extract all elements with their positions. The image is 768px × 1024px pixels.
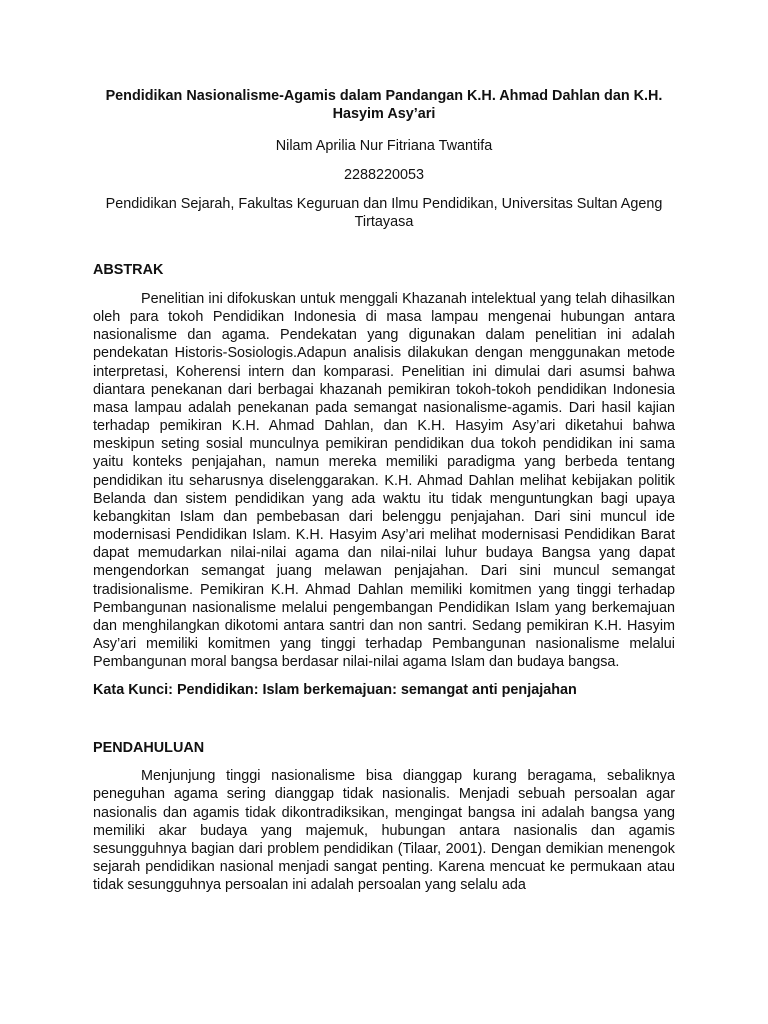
keywords: Kata Kunci: Pendidikan: Islam berkemajuan: semangat anti penjajahan <box>93 682 577 699</box>
author-name: Nilam Aprilia Nur Fitriana Twantifa <box>275 138 493 154</box>
abstract-heading: ABSTRAK <box>93 262 164 278</box>
paper-title: Pendidikan Nasionalisme-Agamis dalam Pandangan K.H. Ahmad Dahlan dan K.H. Hasyim Asy’ari <box>105 88 663 122</box>
affiliation: Pendidikan Sejarah, Fakultas Keguruan dan Ilmu Pendidikan, Universitas Sultan Ageng Tirtayasa <box>105 196 663 230</box>
introduction-body: Menjunjung tinggi nasionalisme bisa dianggap kurang beragama, sebaliknya peneguhan agama sering dianggap tidak nasionalis. Menjadi sebuah persoalan agar nasionalis dan agamis tidak dikontradiksikan, mengingat bangsa ini adalah bangsa yang memiliki akar budaya yang majemuk, hubungan antara nasionalis dan agamis sesungguhnya bagian dari problem pendidikan (Tilaar, 2001). Dengan demikian menengok sejarah pendidikan nasional menjadi sangat penting. Karena mencuat ke permukaan atau tidak sesungguhnya persoalan ini adalah persoalan yang selalu ada <box>93 768 675 894</box>
introduction-heading: PENDAHULUAN <box>93 740 205 757</box>
abstract-body: Penelitian ini difokuskan untuk menggali Khazanah intelektual yang telah dihasilkan oleh para tokoh Pendidikan Indonesia di masa lampau mengenai hubungan antara nasionalisme dan agama. Pendekatan yang digunakan dalam penelitian ini adalah pendekatan Historis-Sosiologis.Adapun analisis dilakukan dengan menggunakan metode interpretasi, Koherensi intern dan komparasi. Penelitian ini dimulai dari asumsi bahwa diantara penekanan dari berbagai khazanah pemikiran tokoh-tokoh pendidikan Indonesia masa lampau adalah penekanan pada semangat nasionalisme-agamis. Dari hasil kajian terhadap pemikiran K.H. Ahmad Dahlan, dan K.H. Hasyim Asy’ari diketahui bahwa meskipun seting sosial munculnya pemikiran pendidikan dua tokoh pendidikan ini sama yaitu konteks penjajahan, namun mereka memiliki paradigma yang berbeda tentang pendidikan itu seharusnya diselenggarakan. K.H. Ahmad Dahlan melihat kebijakan politik Belanda dan sistem pendidikan yang ada waktu itu tidak menguntungkan bagi upaya kebangkitan Islam dan pembebasan dari belenggu penjajahan. Dari sini muncul ide modernisasi Pendidikan Islam. K.H. Hasyim Asy’ari melihat modernisasi Pendidikan Barat dapat memudarkan nilai-nilai agama dan nilai-nilai luhur budaya Bangsa yang dapat mengendorkan semangat juang melawan penjajahan. Dari sini muncul semangat tradisionalisme. Pemikiran K.H. Ahmad Dahlan memiliki komitmen yang tinggi terhadap Pembangunan nasionalisme melalui pengembangan Pendidikan Islam yang berkemajuan dan menghilangkan dikotomi antara santri dan non santri. Sedang pemikiran K.H. Hasyim Asy’ari memiliki komitmen yang tinggi terhadap Pembangunan nasionalisme melalui Pembangunan moral bangsa berdasar nilai-nilai agama Islam dan budaya bangsa. <box>93 291 675 671</box>
student-id: 2288220053 <box>343 167 425 183</box>
